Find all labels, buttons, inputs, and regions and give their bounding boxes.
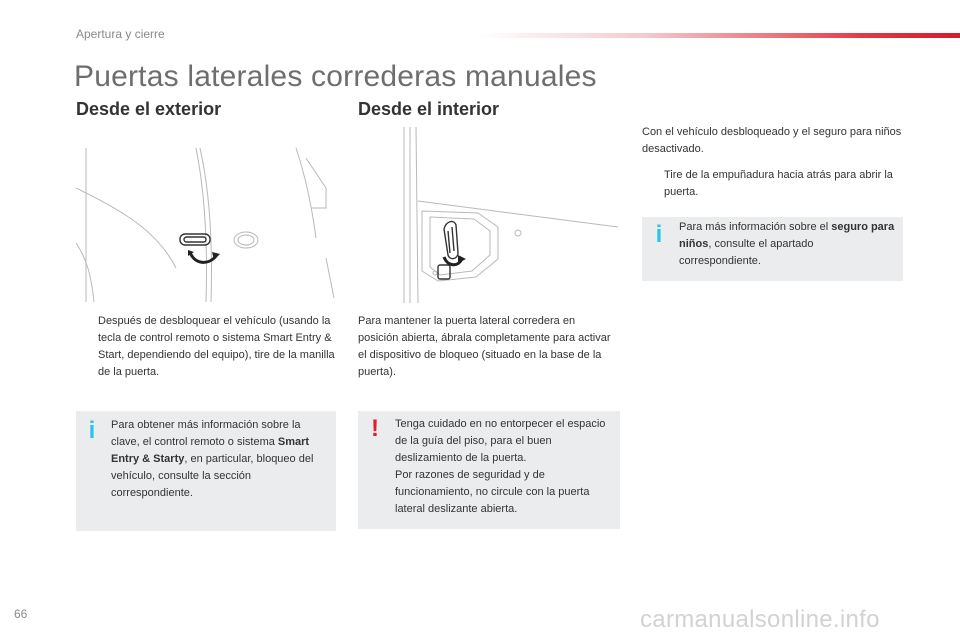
warning-box-text: [395, 416, 617, 518]
info-icon: i: [88, 417, 96, 444]
watermark: carmanualsonline.info: [640, 606, 880, 633]
heading-interior: Desde el interior: [358, 99, 500, 119]
info-icon: i: [655, 221, 663, 248]
info-text-bold: seguro para niños: [679, 221, 895, 250]
info-box-text: [111, 417, 316, 502]
exterior-door-illustration: [76, 148, 336, 302]
section-header: Apertura y cierre: [76, 27, 165, 41]
info-text-bold: Smart Entry & Starty: [111, 436, 310, 465]
info-text-part1: Para más información sobre el: [679, 221, 832, 233]
info-text-part2: , en particular, bloqueo del vehículo, consulte la sección correspondiente.: [111, 453, 314, 499]
page-number: 66: [14, 607, 28, 621]
warning-text-1: Tenga cuidado en no entorpecer el espacio de la guía del piso, para el buen deslizamiento de la puerta.: [395, 418, 606, 464]
warning-box-floor-guide: [358, 411, 620, 529]
interior-door-illustration: [358, 127, 618, 303]
warning-icon: !: [371, 415, 379, 442]
right-instruction-text: Tire de la empuñadura hacia atrás para abrir la puerta.: [664, 169, 893, 198]
info-box-child-lock: [642, 217, 903, 281]
info-text-part2: , consulte el apartado correspondiente.: [679, 238, 814, 267]
right-intro: Con el vehículo desbloqueado y el seguro para niños desactivado.: [642, 126, 902, 155]
right-instruction: [642, 167, 904, 201]
info-box-text: [679, 219, 897, 270]
exterior-instruction-text: Después de desbloquear el vehículo (usando la tecla de control remoto o sistema Smart Entry & Start, dependiendo del equipo), tire de la manilla de la puerta.: [98, 315, 335, 378]
header-accent-bar: [478, 33, 960, 38]
interior-instruction: Para mantener la puerta lateral corredera en posición abierta, ábrala completamente para activar el dispositivo de bloqueo (situado en la base de la puerta).: [358, 315, 611, 378]
page-title: Puertas laterales correderas manuales: [74, 60, 597, 93]
warning-text-2: Por razones de seguridad y de funcionamiento, no circule con la puerta lateral deslizante abierta.: [395, 469, 590, 515]
heading-exterior: Desde el exterior: [76, 99, 222, 119]
info-box-remote-control: [76, 411, 336, 531]
exterior-instruction: [76, 313, 336, 381]
info-text-part1: Para obtener más información sobre la clave, el control remoto o sistema: [111, 419, 301, 448]
